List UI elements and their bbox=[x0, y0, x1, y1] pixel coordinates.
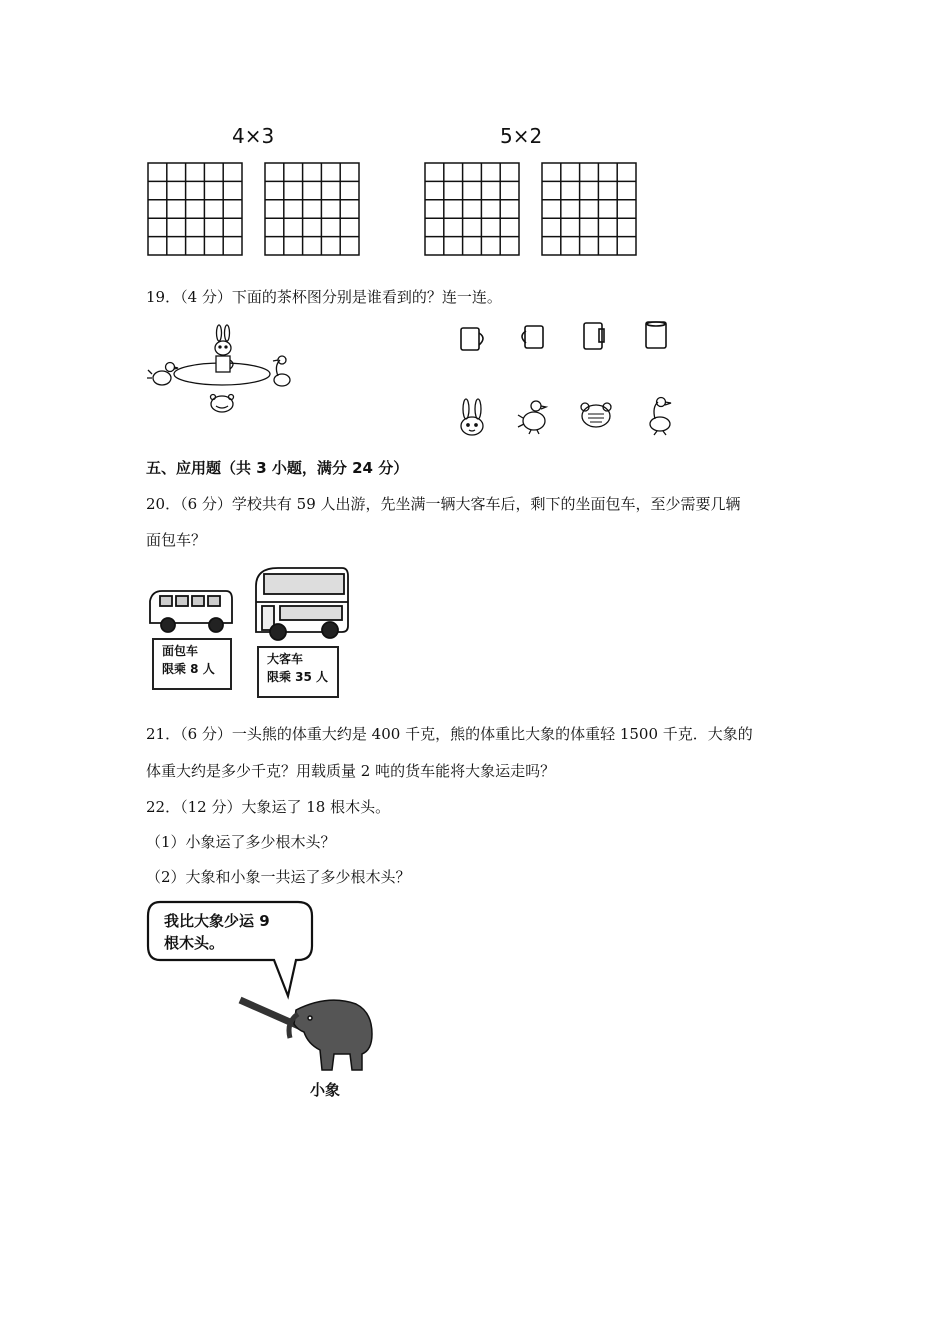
q21-line2: 体重大约是多少千克？用载质量 2 吨的货车能将大象运走吗？ bbox=[146, 762, 556, 780]
dot-grid-3 bbox=[424, 162, 520, 256]
q21-line1: 21．（6 分）一头熊的体重大约是 400 千克，熊的体重比大象的体重轻 1500 千克．大象的 bbox=[146, 725, 753, 743]
bus-sign-limit: 限乘 35 人 bbox=[267, 670, 329, 684]
bubble-text bbox=[164, 910, 270, 954]
q20-line1: 20．（6 分）学校共有 59 人出游，先坐满一辆大客车后，剩下的坐面包车，至少需要几辆 bbox=[146, 495, 741, 513]
chicken-icon bbox=[516, 396, 552, 436]
section5-heading: 五、应用题（共 3 小题，满分 24 分） bbox=[146, 459, 409, 477]
dot-grid-2 bbox=[264, 162, 360, 256]
cup-view-3-icon bbox=[581, 320, 607, 352]
van-icon bbox=[146, 585, 236, 635]
tea-table-scene bbox=[146, 322, 296, 422]
bus-sign-name: 大客车 bbox=[267, 652, 304, 666]
rabbit-icon bbox=[455, 398, 489, 438]
grid-label-5x2: 5×2 bbox=[500, 124, 543, 148]
dot-grid-4 bbox=[541, 162, 637, 256]
van-sign-name: 面包车 bbox=[162, 644, 199, 658]
q20-line2: 面包车？ bbox=[146, 531, 207, 549]
bubble-line2: 根木头。 bbox=[164, 934, 225, 952]
van-sign-limit: 限乘 8 人 bbox=[162, 662, 215, 676]
bubble-line1: 我比大象少运 9 bbox=[164, 912, 270, 930]
q22-sub2: （2）大象和小象一共运了多少根木头？ bbox=[146, 868, 411, 886]
dot-grid-1 bbox=[147, 162, 243, 256]
bus-icon bbox=[250, 562, 352, 644]
elephant-label: 小象 bbox=[310, 1081, 341, 1099]
elephant-icon bbox=[238, 988, 378, 1080]
grid-label-4x3: 4×3 bbox=[232, 124, 275, 148]
bear-icon bbox=[578, 400, 614, 432]
cup-view-4-icon bbox=[643, 319, 669, 351]
q22-sub1: （1）小象运了多少根木头？ bbox=[146, 833, 336, 851]
van-sign bbox=[152, 638, 232, 690]
q22-line1: 22．（12 分）大象运了 18 根木头。 bbox=[146, 798, 391, 816]
cup-view-1-icon bbox=[458, 324, 490, 354]
q19-text: 19．（4 分）下面的茶杯图分别是谁看到的？连一连。 bbox=[146, 288, 502, 306]
duck-icon bbox=[645, 394, 675, 436]
cup-view-2-icon bbox=[515, 322, 547, 352]
bus-sign bbox=[257, 646, 339, 698]
